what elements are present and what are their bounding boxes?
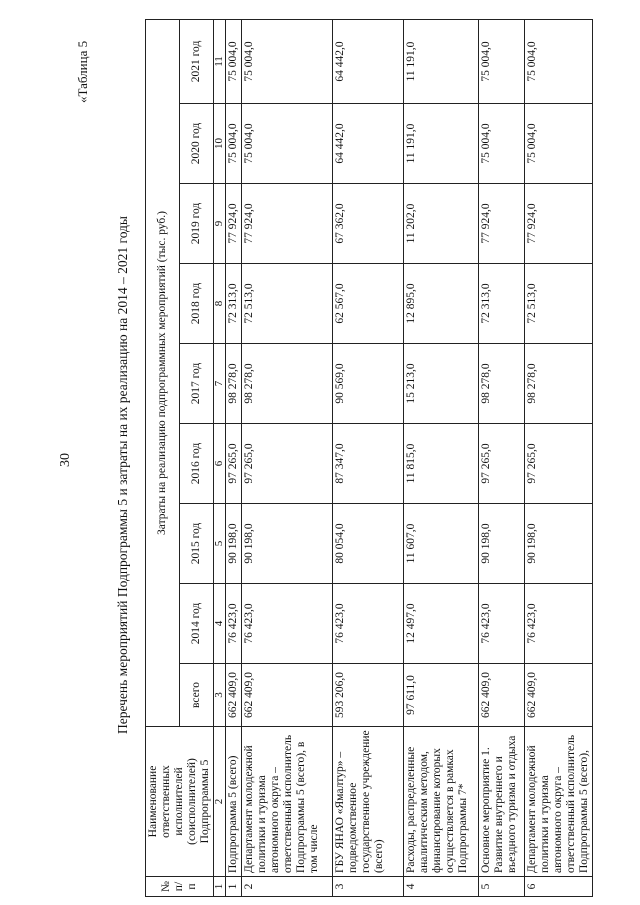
row-name: Подпрограмма 5 (всего): [226, 727, 242, 877]
value-total: 662 409,0: [242, 664, 333, 727]
row-num: 3: [333, 877, 404, 897]
value-2019: 77 924,0: [479, 184, 525, 264]
header-costs-group: Затраты на реализацию подпрограммных мероприятий (тыс. руб.): [146, 19, 180, 726]
row-num: 5: [479, 877, 525, 897]
row-name: Департамент молодежной политики и туризма автономного округа – ответственный исполнитель Подпрограммы 5 (всего),: [525, 727, 593, 877]
value-total: 662 409,0: [525, 664, 593, 727]
value-2018: 72 313,0: [479, 264, 525, 344]
row-name: ГБУ ЯНАО «Ямалтур» – подведомственное государственное учреждение (всего): [333, 727, 404, 877]
value-total: 97 611,0: [404, 664, 479, 727]
value-2019: 77 924,0: [226, 184, 242, 264]
column-index: 1: [214, 877, 226, 897]
value-2018: 62 567,0: [333, 264, 404, 344]
header-total: всего: [180, 664, 214, 727]
column-index-row: [214, 19, 226, 896]
table-row: [404, 19, 479, 896]
header-row-1: [146, 19, 180, 896]
value-2018: 12 895,0: [404, 264, 479, 344]
value-2016: 97 265,0: [242, 424, 333, 504]
header-year: 2019 год: [180, 184, 214, 264]
table-row: [333, 19, 404, 896]
value-2014: 76 423,0: [333, 584, 404, 664]
header-year: 2017 год: [180, 344, 214, 424]
value-total: 662 409,0: [226, 664, 242, 727]
value-2016: 97 265,0: [226, 424, 242, 504]
value-2017: 15 213,0: [404, 344, 479, 424]
value-2016: 11 815,0: [404, 424, 479, 504]
table-row: [242, 19, 333, 896]
row-name: Расходы, распределенные аналитическим методом, финансирование которых осуществляется в рамках Подпрограммы 7*: [404, 727, 479, 877]
value-2019: 11 202,0: [404, 184, 479, 264]
column-index: 3: [214, 664, 226, 727]
row-num: 4: [404, 877, 479, 897]
header-year: 2014 год: [180, 584, 214, 664]
row-num: 1: [226, 877, 242, 897]
table-label: «Таблица 5: [75, 40, 90, 103]
column-index: 8: [214, 264, 226, 344]
value-2021: 75 004,0: [226, 19, 242, 103]
column-index: 7: [214, 344, 226, 424]
header-year: 2016 год: [180, 424, 214, 504]
value-2021: 75 004,0: [479, 19, 525, 103]
value-2015: 90 198,0: [226, 504, 242, 584]
value-2018: 72 313,0: [226, 264, 242, 344]
column-index: 9: [214, 184, 226, 264]
value-2018: 72 513,0: [525, 264, 593, 344]
header-year: 2021 год: [180, 19, 214, 103]
cost-table-wrapper: [145, 20, 593, 897]
value-2020: 75 004,0: [226, 104, 242, 184]
table-row: [226, 19, 242, 896]
column-index: 4: [214, 584, 226, 664]
value-2021: 11 191,0: [404, 19, 479, 103]
header-num: № п/п: [146, 877, 214, 897]
value-2015: 80 054,0: [333, 504, 404, 584]
value-2014: 76 423,0: [525, 584, 593, 664]
value-2015: 90 198,0: [525, 504, 593, 584]
value-2015: 90 198,0: [479, 504, 525, 584]
value-2021: 64 442,0: [333, 19, 404, 103]
value-2017: 98 278,0: [226, 344, 242, 424]
table-row: [479, 19, 525, 896]
row-num: 6: [525, 877, 593, 897]
value-2016: 97 265,0: [479, 424, 525, 504]
value-2016: 87 347,0: [333, 424, 404, 504]
row-num: 2: [242, 877, 333, 897]
value-2015: 90 198,0: [242, 504, 333, 584]
value-2014: 76 423,0: [226, 584, 242, 664]
value-2020: 75 004,0: [479, 104, 525, 184]
value-2017: 98 278,0: [479, 344, 525, 424]
header-year: 2015 год: [180, 504, 214, 584]
header-year: 2020 год: [180, 104, 214, 184]
header-year: 2018 год: [180, 264, 214, 344]
value-2019: 77 924,0: [525, 184, 593, 264]
value-2014: 12 497,0: [404, 584, 479, 664]
value-total: 593 206,0: [333, 664, 404, 727]
value-2017: 98 278,0: [525, 344, 593, 424]
value-2020: 64 442,0: [333, 104, 404, 184]
value-2017: 98 278,0: [242, 344, 333, 424]
column-index: 10: [214, 104, 226, 184]
value-2021: 75 004,0: [242, 19, 333, 103]
value-2014: 76 423,0: [479, 584, 525, 664]
value-total: 662 409,0: [479, 664, 525, 727]
value-2015: 11 607,0: [404, 504, 479, 584]
value-2020: 75 004,0: [242, 104, 333, 184]
header-name: Наименование ответственных исполнителей (соисполнителей) Подпрограммы 5: [146, 727, 214, 877]
column-index: 5: [214, 504, 226, 584]
column-index: 6: [214, 424, 226, 504]
value-2021: 75 004,0: [525, 19, 593, 103]
table-row: [525, 19, 593, 896]
value-2018: 72 513,0: [242, 264, 333, 344]
value-2014: 76 423,0: [242, 584, 333, 664]
value-2019: 77 924,0: [242, 184, 333, 264]
table-title: Перечень мероприятий Подпрограммы 5 и затраты на их реализацию на 2014 – 2021 годы: [115, 216, 130, 734]
value-2020: 75 004,0: [525, 104, 593, 184]
page-number: 30: [58, 453, 73, 467]
cost-table: [145, 19, 593, 897]
value-2020: 11 191,0: [404, 104, 479, 184]
column-index: 11: [214, 19, 226, 103]
value-2016: 97 265,0: [525, 424, 593, 504]
row-name: Департамент молодежной политики и туризма автономного округа – ответственный исполнитель Подпрограммы 5 (всего), в том числе: [242, 727, 333, 877]
column-index: 2: [214, 727, 226, 877]
value-2019: 67 362,0: [333, 184, 404, 264]
row-name: Основное мероприятие 1. Развитие внутреннего и въездного туризма и отдыха: [479, 727, 525, 877]
value-2017: 90 569,0: [333, 344, 404, 424]
